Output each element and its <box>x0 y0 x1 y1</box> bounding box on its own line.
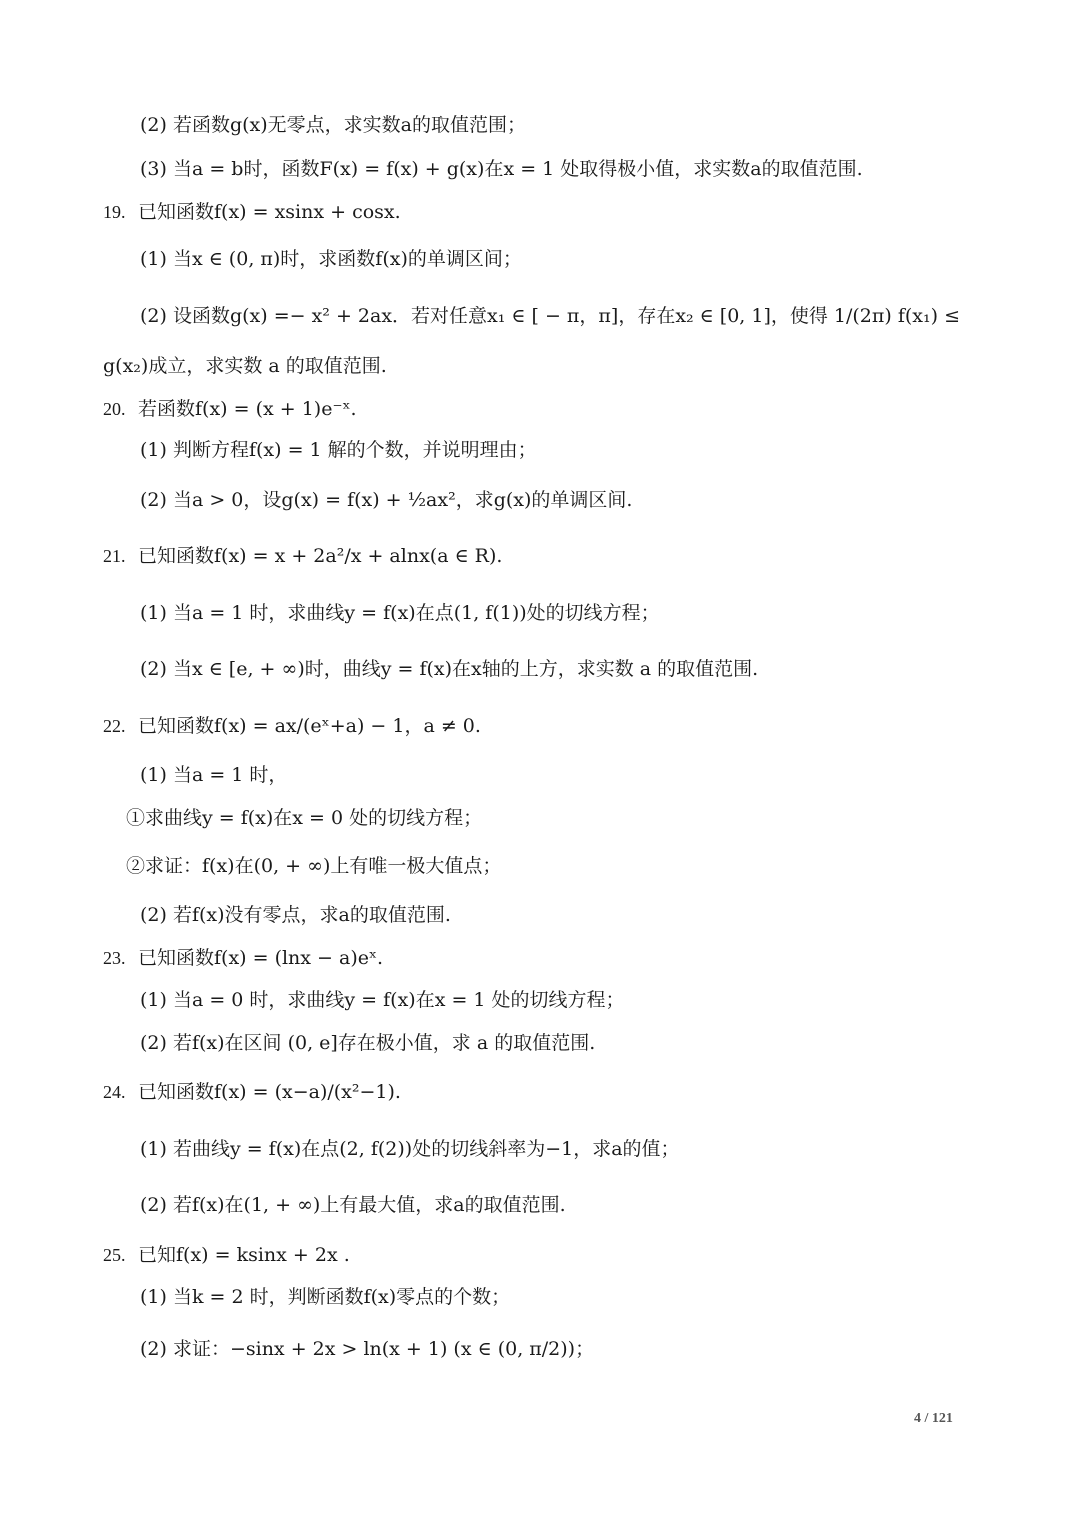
question-number: 23. <box>103 948 126 968</box>
page-number: 4 / 121 <box>914 1411 953 1426</box>
question-number: 24. <box>103 1082 126 1102</box>
question-number: 21. <box>103 546 126 566</box>
question-number: 20. <box>103 399 126 419</box>
question-number: 19. <box>103 202 126 222</box>
question-number: 25. <box>103 1245 126 1265</box>
question-number: 22. <box>103 716 126 736</box>
